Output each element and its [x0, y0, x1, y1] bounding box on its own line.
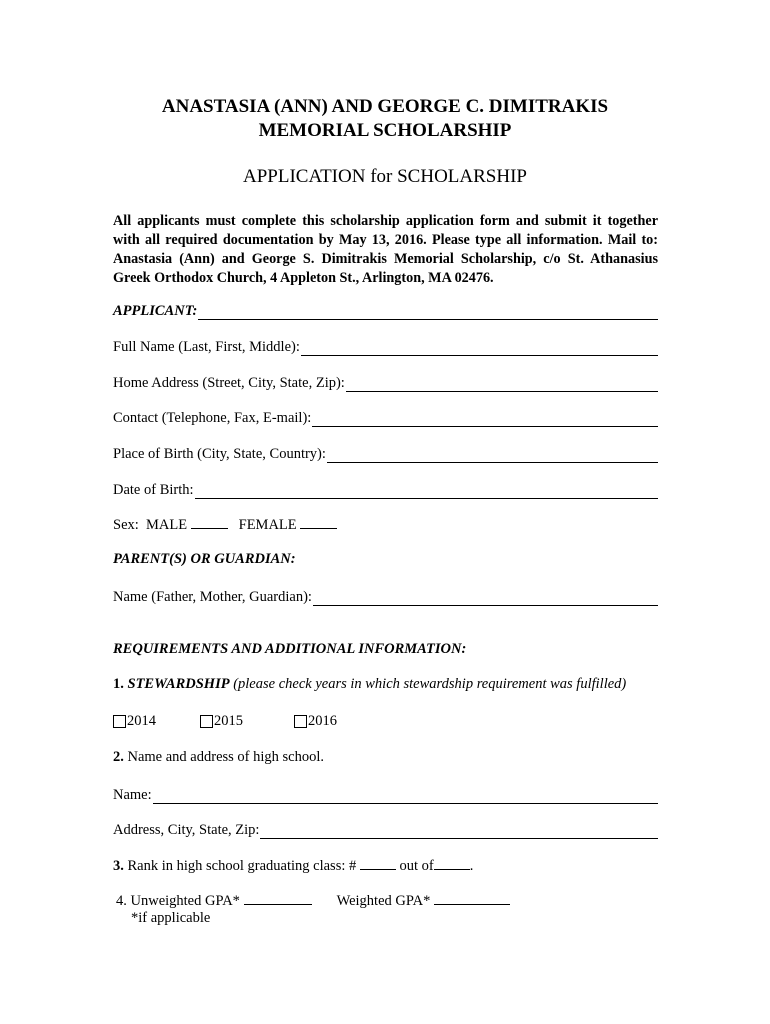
weighted-gpa-field[interactable] — [434, 891, 510, 905]
hs-name-row — [113, 784, 658, 804]
date-of-birth-label: Date of Birth: — [113, 482, 194, 498]
sex-row — [113, 515, 337, 534]
item-2-text: Name and address of high school. — [127, 749, 325, 765]
hs-name-field[interactable] — [153, 789, 658, 804]
item-1-number: 1. — [113, 676, 124, 692]
sex-label: Sex: — [113, 517, 139, 533]
full-name-row — [113, 336, 658, 356]
item-2-number: 2. — [113, 749, 124, 765]
home-address-row — [113, 372, 658, 392]
checkbox-2014[interactable] — [113, 713, 156, 730]
item-3-text-b: out of — [399, 858, 434, 874]
checkbox-2015[interactable] — [200, 713, 243, 730]
checkbox-2016[interactable] — [294, 713, 337, 730]
parent-name-field[interactable] — [313, 591, 658, 606]
item-3-text-a: Rank in high school graduating class: # — [127, 858, 357, 874]
place-of-birth-field[interactable] — [327, 448, 658, 463]
date-of-birth-field[interactable] — [195, 484, 658, 499]
male-label: MALE — [146, 517, 188, 533]
full-name-label: Full Name (Last, First, Middle): — [113, 339, 300, 355]
home-address-field[interactable] — [346, 377, 658, 392]
parent-heading: PARENT(S) OR GUARDIAN: — [113, 551, 296, 567]
checkbox-2015-label: 2015 — [214, 713, 243, 729]
applicant-heading-line — [198, 305, 658, 320]
checkbox-2015-box[interactable] — [200, 715, 213, 728]
female-label: FEMALE — [238, 517, 297, 533]
parent-name-label: Name (Father, Mother, Guardian): — [113, 589, 312, 605]
item-3-line — [113, 856, 473, 875]
hs-address-field[interactable] — [260, 824, 658, 839]
male-field[interactable] — [191, 515, 228, 529]
contact-field[interactable] — [312, 412, 658, 427]
item-3-number: 3. — [113, 858, 124, 874]
full-name-field[interactable] — [301, 341, 658, 356]
subtitle: APPLICATION for SCHOLARSHIP — [243, 166, 527, 187]
hs-name-label: Name: — [113, 787, 152, 803]
stewardship-title: STEWARDSHIP — [127, 676, 230, 692]
stewardship-line — [113, 676, 626, 693]
unweighted-gpa-field[interactable] — [244, 891, 312, 905]
checkbox-2014-box[interactable] — [113, 715, 126, 728]
hs-address-label: Address, City, State, Zip: — [113, 822, 260, 838]
intro-paragraph: All applicants must complete this scholarship application form and submit it together with all required documentation by May 13, 2016. Please type all information. Mail to: Anastasia (Ann) and George S. Dimitrakis Memorial Scholarship, c/o St. Athanasius Greek Orthodox Church, 4 Appleton St., Arlington, MA 02476. — [113, 213, 658, 286]
home-address-label: Home Address (Street, City, State, Zip): — [113, 375, 345, 391]
title-line-2: MEMORIAL SCHOLARSHIP — [258, 120, 512, 141]
class-size-field[interactable] — [434, 856, 470, 870]
item-2-line — [113, 749, 324, 766]
hs-address-row — [113, 819, 658, 839]
checkbox-2016-label: 2016 — [308, 713, 337, 729]
female-field[interactable] — [300, 515, 337, 529]
checkbox-2016-box[interactable] — [294, 715, 307, 728]
place-of-birth-row — [113, 443, 658, 463]
item-4-text-b: Weighted GPA* — [336, 893, 431, 909]
item-4-line — [116, 891, 510, 910]
title-line-1: ANASTASIA (ANN) AND GEORGE C. DIMITRAKIS — [161, 96, 609, 117]
stewardship-note: (please check years in which stewardship requirement was fulfilled) — [233, 676, 627, 692]
place-of-birth-label: Place of Birth (City, State, Country): — [113, 446, 326, 462]
applicant-heading: APPLICANT: — [113, 303, 198, 319]
date-of-birth-row — [113, 479, 658, 499]
requirements-heading: REQUIREMENTS AND ADDITIONAL INFORMATION: — [113, 641, 467, 657]
checkbox-2014-label: 2014 — [127, 713, 156, 729]
rank-field[interactable] — [360, 856, 396, 870]
item-4-text-a: 4. Unweighted GPA* — [116, 893, 240, 909]
item-3-end: . — [469, 858, 474, 874]
contact-row — [113, 407, 658, 427]
parent-name-row — [113, 586, 658, 606]
gpa-footnote: *if applicable — [131, 910, 211, 926]
contact-label: Contact (Telephone, Fax, E-mail): — [113, 410, 312, 426]
applicant-heading-row — [113, 300, 658, 320]
